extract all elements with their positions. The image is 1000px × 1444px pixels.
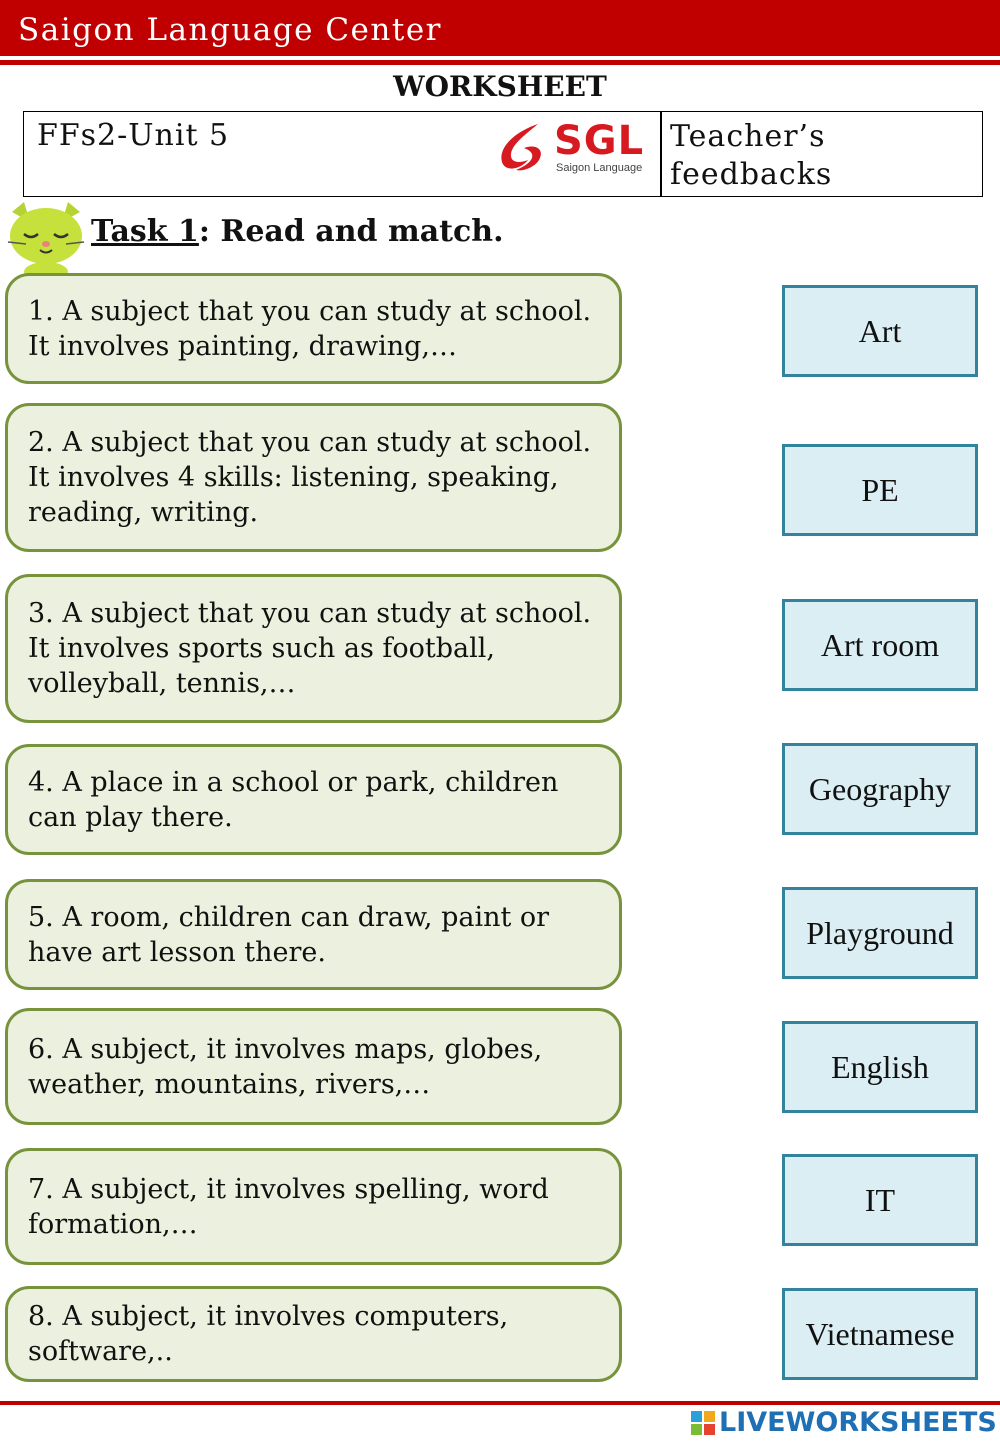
question-box-7 (5, 1148, 622, 1265)
task-instruction: : Read and match. (198, 214, 504, 249)
question-box-4 (5, 744, 622, 855)
cat-mascot-icon (4, 200, 88, 276)
info-table (23, 111, 983, 197)
header-title: Saigon Language Center (18, 12, 442, 48)
task-label: Task 1 (91, 214, 199, 249)
question-text-8: 8. A subject, it involves computers, software,.. (28, 1301, 509, 1367)
question-box-1 (5, 273, 622, 384)
question-text-5: 5. A room, children can draw, paint or have art lesson there. (28, 901, 550, 968)
question-text-7: 7. A subject, it involves spelling, word formation,… (28, 1173, 549, 1240)
unit-label: FFs2-Unit 5 (37, 118, 230, 153)
header-bar (0, 0, 1000, 56)
sgl-logo (494, 118, 654, 178)
liveworksheets-brand (690, 1407, 997, 1438)
answer-box-art-room[interactable]: Art room (782, 599, 978, 691)
question-box-5 (5, 879, 622, 990)
question-box-2 (5, 403, 622, 552)
question-box-8 (5, 1286, 622, 1382)
teacher-feedback-label (670, 118, 832, 194)
answer-box-english[interactable]: English (782, 1021, 978, 1113)
logo-text: SGL (554, 118, 645, 164)
answer-box-geography[interactable]: Geography (782, 743, 978, 835)
question-box-3 (5, 574, 622, 723)
answer-box-playground[interactable]: Playground (782, 887, 978, 979)
brand-text: LIVEWORKSHEETS (719, 1407, 997, 1438)
feedback-line-1: Teacher’s (670, 119, 826, 154)
worksheet-title: WORKSHEET (393, 70, 607, 103)
question-text-4: 4. A place in a school or park, children can play there. (28, 766, 559, 833)
task-heading (91, 214, 504, 249)
header-divider (0, 60, 1000, 65)
answer-box-vietnamese[interactable]: Vietnamese (782, 1288, 978, 1380)
logo-subtext: Saigon Language (556, 162, 643, 174)
question-text-6: 6. A subject, it involves maps, globes, weather, mountains, rivers,… (28, 1033, 543, 1100)
question-text-1: 1. A subject that you can study at school. It involves painting, drawing,… (28, 295, 592, 362)
footer-divider (0, 1401, 1000, 1405)
answer-box-art[interactable]: Art (782, 285, 978, 377)
feedback-line-2: feedbacks (670, 157, 833, 192)
question-text-3: 3. A subject that you can study at school. It involves sports such as football, volleyball, tennis,… (28, 598, 592, 699)
question-text-2: 2. A subject that you can study at school. It involves 4 skills: listening, speaking, reading, writing. (28, 427, 592, 528)
sgl-swirl-icon (494, 118, 554, 178)
info-divider (660, 112, 662, 196)
liveworksheets-icon (690, 1410, 716, 1436)
answer-box-pe[interactable]: PE (782, 444, 978, 536)
answer-box-it[interactable]: IT (782, 1154, 978, 1246)
question-box-6 (5, 1008, 622, 1125)
